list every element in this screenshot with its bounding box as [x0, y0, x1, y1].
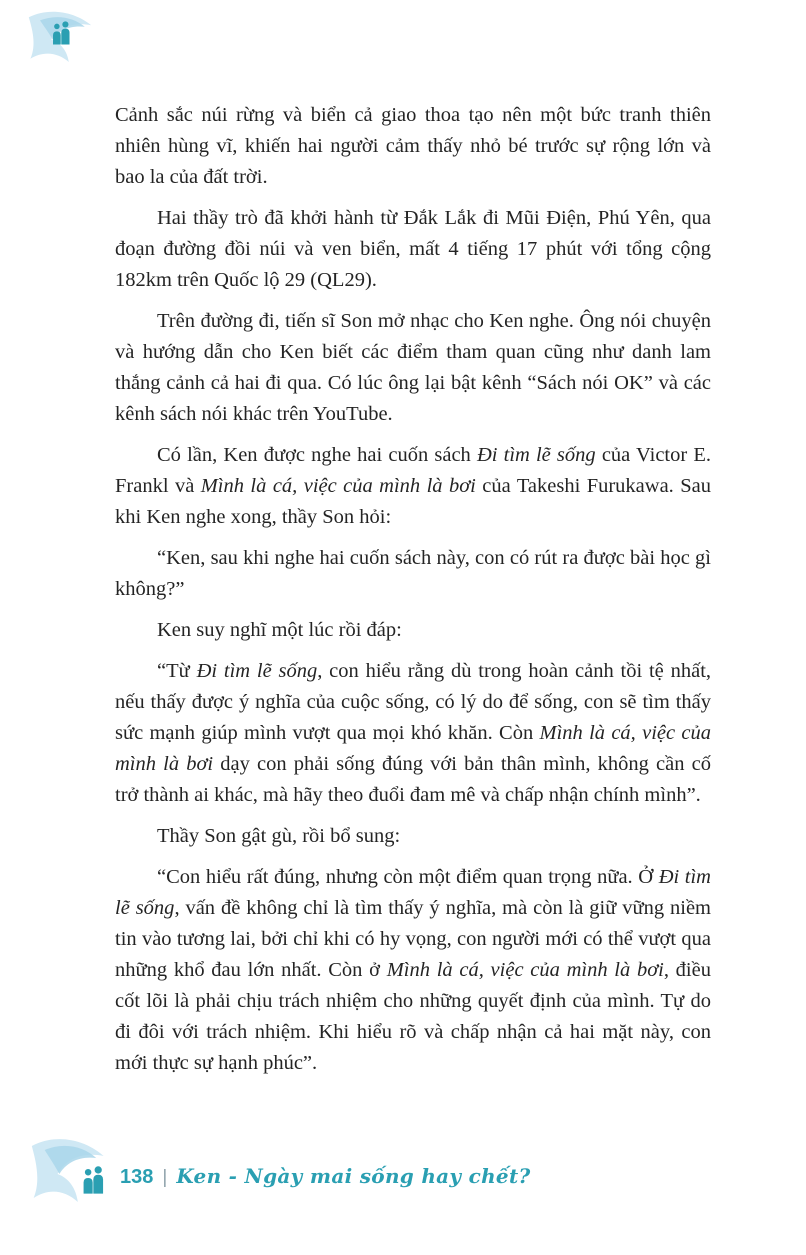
paragraph	[115, 615, 711, 646]
inline-book-title: Đi tìm lẽ sống	[115, 866, 711, 919]
text-run: “Từ	[157, 660, 197, 682]
text-run: , con hiểu rằng dù trong hoàn cảnh tồi tệ nhất, nếu thấy được ý nghĩa của cuộc sống, có lý do để sống, con sẽ tìm thấy sức mạnh giúp mình vượt qua mọi khó khăn. Còn	[115, 660, 712, 744]
text-run: dạy con phải sống đúng với bản thân mình, không cần cố trở thành ai khác, mà hãy theo đuổi đam mê và chấp nhận chính mình”.	[115, 753, 711, 806]
paragraph	[115, 543, 711, 605]
text-run: của Victor E. Frankl và	[115, 444, 711, 497]
book-title: Ken - Ngày mai sống hay chết?	[176, 1164, 531, 1188]
paragraph	[115, 306, 711, 430]
text-run: Ken suy nghĩ một lúc rồi đáp:	[157, 619, 402, 641]
bottom-corner-decoration	[24, 1132, 124, 1232]
paragraph	[115, 440, 711, 533]
text-run: Cảnh sắc núi rừng và biển cả giao thoa tạo nên một bức tranh thiên nhiên hùng vĩ, khiến hai người cảm thấy nhỏ bé trước sự rộng lớn và bao la của đất trời.	[115, 104, 711, 188]
text-run: “Con hiểu rất đúng, nhưng còn một điểm quan trọng nữa. Ở	[157, 866, 659, 888]
wave-swirl-icon	[22, 6, 106, 70]
paragraph	[115, 821, 711, 852]
top-corner-decoration	[22, 6, 106, 70]
wave-swirl-icon	[24, 1132, 121, 1212]
inline-book-title: Đi tìm lẽ sống	[196, 660, 318, 682]
text-run: của Takeshi Furukawa. Sau khi Ken nghe xong, thầy Son hỏi:	[115, 475, 711, 528]
text-run: , điều cốt lõi là phải chịu trách nhiệm cho những quyết định của mình. Tự do đi đôi với trách nhiệm. Khi hiểu rõ và chấp nhận cả hai mặt này, con mới thực sự hạnh phúc”.	[115, 959, 711, 1074]
paragraph	[115, 656, 711, 811]
paragraph	[115, 862, 711, 1079]
footer-separator: |	[162, 1167, 168, 1188]
page-content	[115, 100, 711, 1089]
two-people-icon	[50, 18, 72, 48]
inline-book-title: Mình là cá, việc của mình là bơi	[200, 475, 476, 497]
text-run: Thầy Son gật gù, rồi bổ sung:	[157, 825, 401, 847]
text-run: Trên đường đi, tiến sĩ Son mở nhạc cho Ken nghe. Ông nói chuyện và hướng dẫn cho Ken biết các điểm tham quan cũng như danh lam thắng cảnh cả hai đi qua. Có lúc ông lại bật kênh “Sách nói OK” và các kênh sách nói khác trên YouTube.	[115, 310, 711, 425]
text-run: , vấn đề không chỉ là tìm thấy ý nghĩa, mà còn là giữ vững niềm tin vào tương lai, bởi chỉ khi có hy vọng, con người mới có thể vượt qua những khổ đau lớn nhất. Còn ở	[115, 897, 712, 981]
text-run: “Ken, sau khi nghe hai cuốn sách này, con có rút ra được bài học gì không?”	[115, 547, 711, 600]
paragraph	[115, 203, 711, 296]
inline-book-title: Mình là cá, việc của mình là bơi	[115, 722, 711, 775]
page-number: 138	[120, 1166, 154, 1188]
inline-book-title: Đi tìm lẽ sống	[476, 444, 596, 466]
two-people-icon	[80, 1162, 106, 1198]
inline-book-title: Mình là cá, việc của mình là bơi	[386, 959, 664, 981]
text-run: Hai thầy trò đã khởi hành từ Đắk Lắk đi Mũi Điện, Phú Yên, qua đoạn đường đồi núi và ven biển, mất 4 tiếng 17 phút với tổng cộng 182km trên Quốc lộ 29 (QL29).	[115, 207, 711, 291]
paragraph	[115, 100, 711, 193]
text-run: Có lần, Ken được nghe hai cuốn sách	[157, 444, 477, 466]
page-footer	[120, 1164, 531, 1189]
